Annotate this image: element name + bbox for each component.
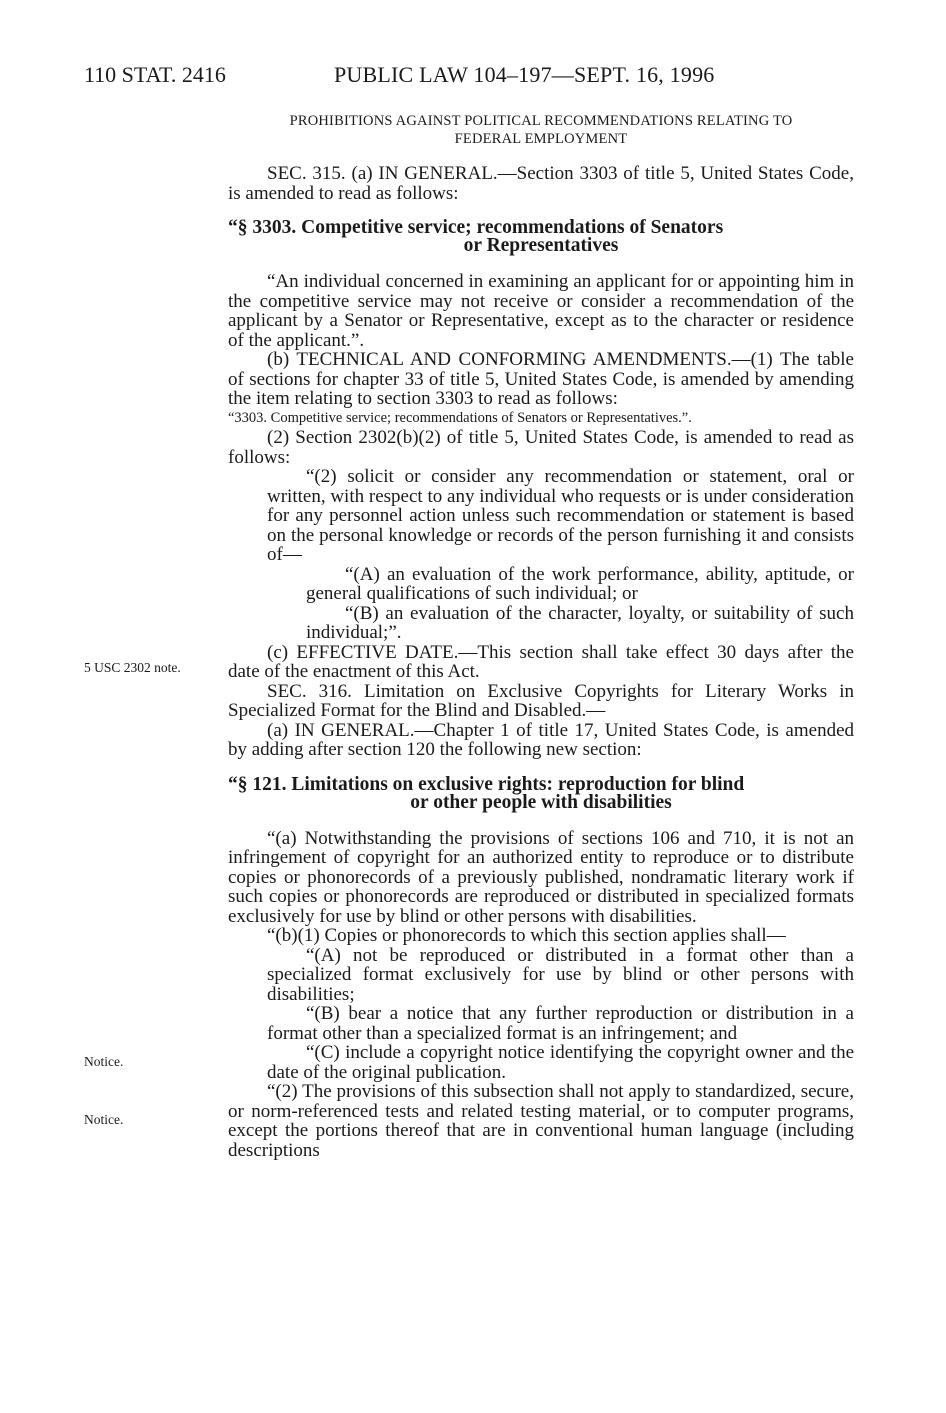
quoted-subparagraph: “(A) not be reproduced or distributed in a format other than a specialized format exclusively for use by blind or other persons with disabilities; “(B) bear a notice that any further reproduction or distribution in a format other than a specialized format is an infringement; and “(C) include a copyright notice identifying the copyright owner and the date of the original publication. xyxy=(267,944,854,1083)
paragraph: (b) TECHNICAL AND CONFORMING AMENDMENTS.—(1) The table of sections for chapter 33 of title 5, United States Code, is amended by amending the item relating to section 3303 to read as follows: xyxy=(228,349,854,409)
paragraph: “An individual concerned in examining an applicant for or appointing him in the competitive service may not receive or consider a recommendation of the applicant by a Senator or Representative, except as to the character or residence of the applicant.”. xyxy=(228,271,854,351)
paragraph: SEC. 316. Limitation on Exclusive Copyrights for Literary Works in Specialized Format for the Blind and Disabled.— xyxy=(228,680,854,721)
quoted-subparagraph: “(A) an evaluation of the work performance, ability, aptitude, or general qualifications of such individual; or “(B) an evaluation of the character, loyalty, or suitability of such individual;”. xyxy=(306,563,854,643)
margin-note-notice: Notice. xyxy=(84,1054,124,1069)
paragraph: (2) Section 2302(b)(2) of title 5, United States Code, is amended to read as follows: xyxy=(228,427,854,468)
statute-page-number: 110 STAT. 2416 xyxy=(84,62,226,87)
paragraph: (a) IN GENERAL.—Chapter 1 of title 17, United States Code, is amended by adding after section 120 the following new section: xyxy=(228,719,854,760)
paragraph: “(2) The provisions of this subsection shall not apply to standardized, secure, or norm-referenced tests and related testing material, or to computer programs, except the portions thereof that are in conventional human language (including descriptions xyxy=(228,1081,854,1161)
paragraph: “(b)(1) Copies or phonorecords to which this section applies shall— xyxy=(267,925,786,946)
paragraph: (c) EFFECTIVE DATE.—This section shall take effect 30 days after the date of the enactment of this Act. xyxy=(228,641,854,682)
main-text-column xyxy=(228,112,854,1160)
margin-note-usc: 5 USC 2302 note. xyxy=(84,660,181,675)
section-title: “§ 3303. Competitive service; recommendations of Senators or Representatives xyxy=(228,217,724,256)
section-heading: PROHIBITIONS AGAINST POLITICAL RECOMMENDATIONS RELATING TO FEDERAL EMPLOYMENT xyxy=(289,113,793,147)
running-header: PUBLIC LAW 104–197—SEPT. 16, 1996 xyxy=(334,62,715,87)
margin-note-notice: Notice. xyxy=(84,1112,124,1127)
section-title: “§ 121. Limitations on exclusive rights: reproduction for blind or other people with disabilities xyxy=(228,773,745,813)
paragraph: “(a) Notwithstanding the provisions of sections 106 and 710, it is not an infringement of copyright for an authorized entity to reproduce or to distribute copies or phonorecords of a previously published, nondramatic literary work if such copies or phonorecords are reproduced or distributed in specialized formats exclusively for use by blind or other persons with disabilities. xyxy=(228,827,854,927)
paragraph: SEC. 315. (a) IN GENERAL.—Section 3303 of title 5, United States Code, is amended to read as follows: xyxy=(228,163,854,204)
quoted-paragraph: “(2) solicit or consider any recommendation or statement, oral or written, with respect to any individual who requests or is under consideration for any personnel action unless such recommendation or statement is based on the personal knowledge or records of the person furnishing it and consists of— xyxy=(267,466,854,565)
table-of-sections-item: “3303. Competitive service; recommendations of Senators or Representatives.”. xyxy=(228,409,692,426)
